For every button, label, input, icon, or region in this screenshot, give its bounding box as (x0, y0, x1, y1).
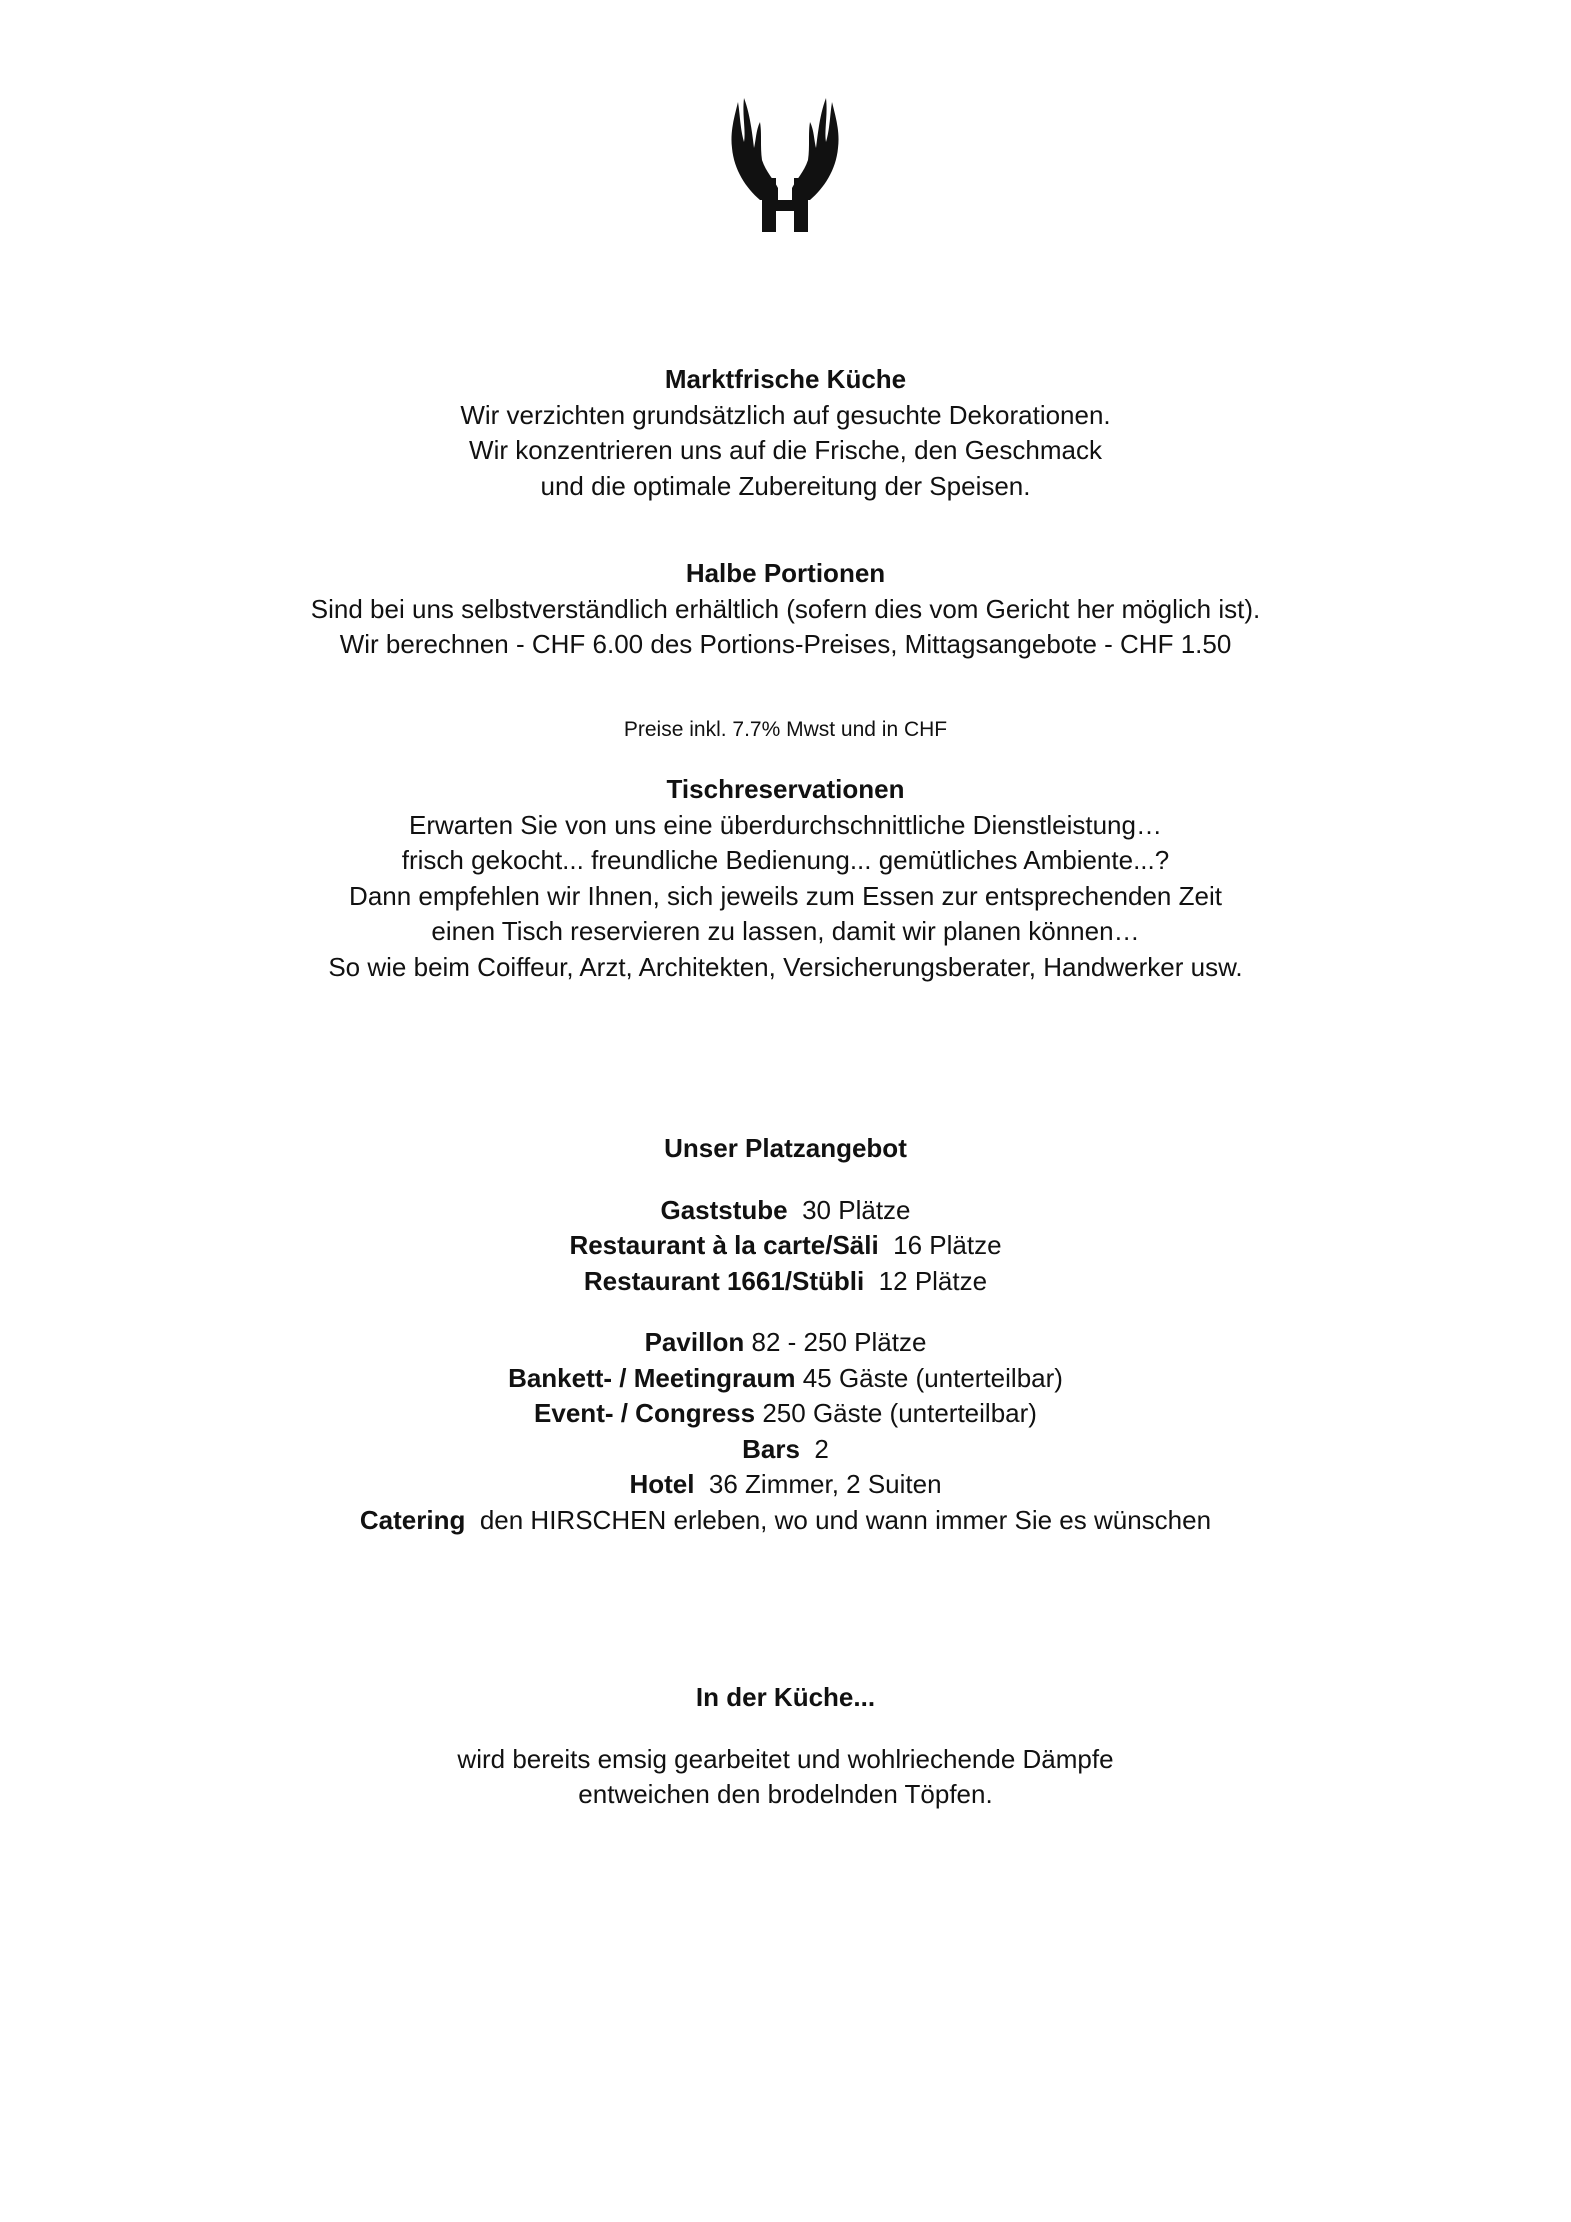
capacity-value: 45 Gäste (unterteilbar) (802, 1362, 1063, 1393)
section-in-der-kueche (0, 1680, 1571, 1813)
price-note-text: Preise inkl. 7.7% Mwst und in CHF (623, 718, 948, 741)
capacity-label: Restaurant à la carte/Säli (569, 1230, 879, 1260)
capacity-value: 82 - 250 Plätze (751, 1327, 927, 1357)
text-line: entweichen den brodelnden Töpfen. (578, 1779, 993, 1809)
capacity-row (0, 1264, 1571, 1300)
capacity-value: 2 (814, 1433, 829, 1464)
capacity-value: 16 Plätze (893, 1230, 1002, 1260)
capacity-row (0, 1503, 1571, 1539)
capacity-label: Restaurant 1661/Stübli (583, 1265, 865, 1296)
text-line: So wie beim Coiffeur, Arzt, Architekten, Versicherungsberater, Handwerker usw. (328, 951, 1243, 982)
section-platzangebot (0, 1131, 1571, 1538)
section-title: Halbe Portionen (685, 558, 886, 588)
capacity-value: 30 Plätze (802, 1194, 911, 1225)
price-note (0, 712, 1571, 748)
capacity-label: Bars (742, 1433, 800, 1464)
capacity-label: Pavillon (644, 1327, 745, 1357)
text-line: einen Tisch reservieren zu lassen, damit wir planen können… (431, 916, 1140, 946)
capacity-label: Gaststube (660, 1194, 788, 1225)
text-line: Erwarten Sie von uns eine überdurchschnittliche Dienstleistung… (409, 809, 1162, 840)
capacity-value: den HIRSCHEN erleben, wo und wann immer Sie es wünschen (479, 1504, 1212, 1535)
capacity-row (0, 1325, 1571, 1361)
capacity-label: Hotel (629, 1469, 695, 1499)
text-line: wird bereits emsig gearbeitet und wohlriechende Dämpfe (457, 1743, 1114, 1774)
capacity-row (0, 1432, 1571, 1468)
section-title: In der Küche... (695, 1682, 876, 1712)
capacity-row (0, 1228, 1571, 1264)
capacity-label: Bankett- / Meetingraum (508, 1362, 796, 1393)
text-line: frisch gekocht... freundliche Bedienung... gemütliches Ambiente...? (401, 845, 1170, 875)
section-title: Unser Platzangebot (664, 1133, 907, 1163)
section-marktfrische-kueche (0, 362, 1571, 504)
capacity-row (0, 1467, 1571, 1503)
capacity-label: Catering (359, 1504, 466, 1535)
section-halbe-portionen (0, 556, 1571, 663)
section-tischreservationen (0, 772, 1571, 985)
capacity-label: Event- / Congress (534, 1398, 756, 1428)
text-line: Wir konzentrieren uns auf die Frische, den Geschmack (469, 435, 1102, 465)
text-line: Wir verzichten grundsätzlich auf gesuchte Dekorationen. (460, 399, 1111, 430)
capacity-value: 12 Plätze (878, 1265, 988, 1296)
text-line: Sind bei uns selbstverständlich erhältlich (sofern dies vom Gericht her möglich ist). (310, 593, 1261, 624)
text-line: und die optimale Zubereitung der Speisen. (540, 470, 1031, 501)
capacity-value: 250 Gäste (unterteilbar) (762, 1398, 1037, 1428)
section-title: Marktfrische Küche (664, 364, 907, 394)
text-line: Wir berechnen - CHF 6.00 des Portions-Preises, Mittagsangebote - CHF 1.50 (339, 629, 1232, 659)
antler-h-logo-icon (720, 88, 850, 233)
capacity-row (0, 1193, 1571, 1229)
capacity-row (0, 1361, 1571, 1397)
text-line: Dann empfehlen wir Ihnen, sich jeweils zum Essen zur entsprechenden Zeit (349, 880, 1222, 911)
capacity-value: 36 Zimmer, 2 Suiten (708, 1469, 942, 1499)
capacity-row (0, 1396, 1571, 1432)
section-title: Tischreservationen (666, 774, 905, 804)
